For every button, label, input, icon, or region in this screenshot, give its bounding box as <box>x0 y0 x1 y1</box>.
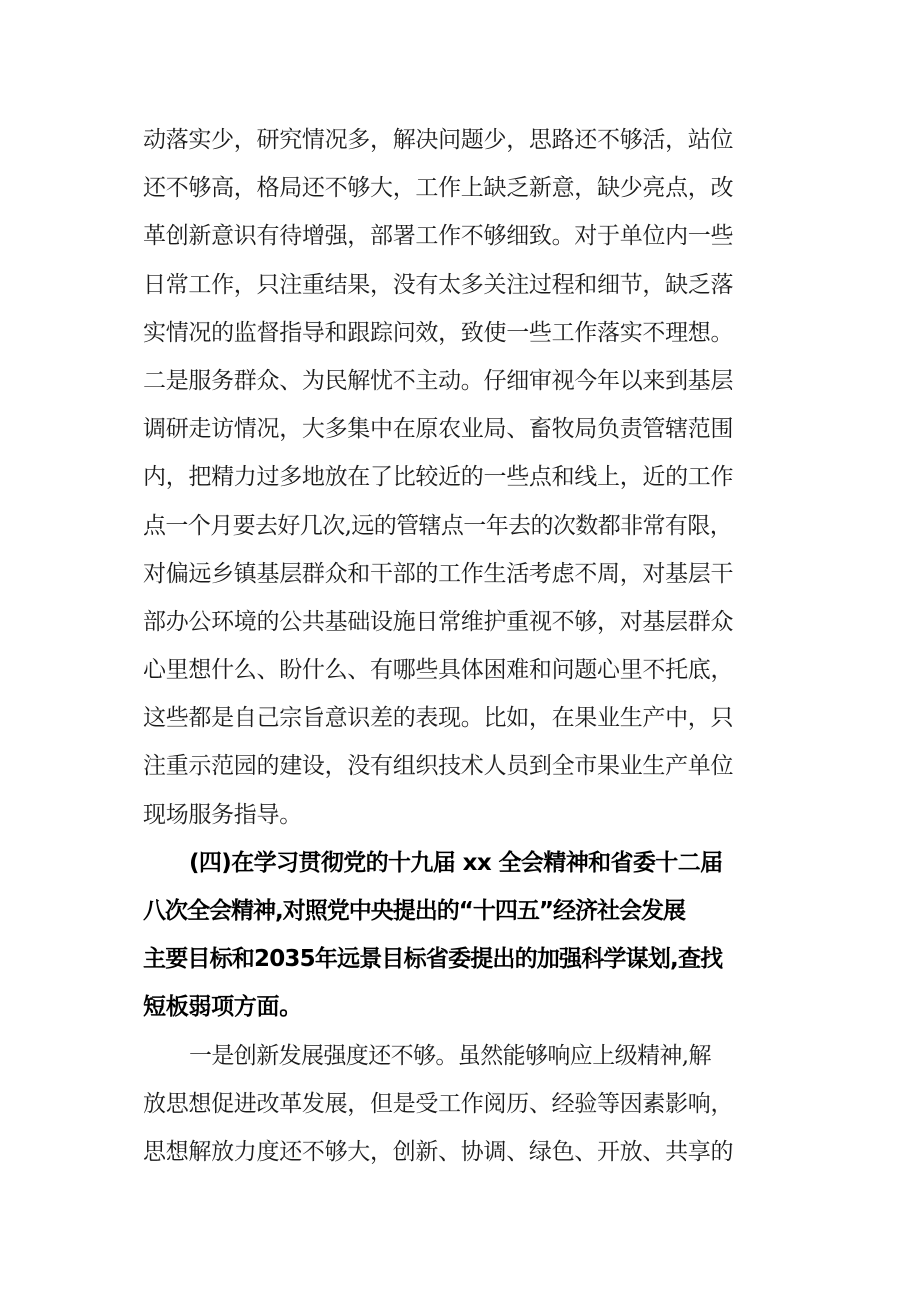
text-line: 内，把精力过多地放在了比较近的一些点和线上，近的工作 <box>143 464 734 491</box>
text-line: 点一个月要去好几次,远的管辖点一年去的次数都非常有限， <box>143 512 733 539</box>
section-heading <box>143 839 803 1032</box>
text-line: 一是创新发展强度还不够。虽然能够响应上级精神,解 <box>189 1042 711 1069</box>
text-line: 动落实少，研究情况多，解决问题少，思路还不够活，站位 <box>143 127 734 153</box>
continued-paragraph <box>143 116 803 839</box>
text-line: 注重示范园的建设，没有组织技术人员到全市果业生产单位 <box>143 753 734 780</box>
text-line: 心里想什么、盼什么、有哪些具体困难和问题心里不托底， <box>143 657 734 684</box>
heading-line: 主要目标和2035年远景目标省委提出的加强科学谋划,查找 <box>143 946 723 973</box>
text-line: 还不够高，格局还不够大，工作上缺乏新意，缺少亮点，改 <box>143 175 734 202</box>
text-line: 实情况的监督指导和跟踪问效，致使一些工作落实不理想。 <box>143 319 734 346</box>
text-line: 这些都是自己宗旨意识差的表现。比如，在果业生产中，只 <box>143 705 734 732</box>
heading-line: 短板弱项方面。 <box>143 994 302 1021</box>
text-line: 调研走访情况，大多集中在原农业局、畜牧局负责管辖范围 <box>143 416 734 443</box>
heading-line: 八次全会精神,对照党中央提出的“十四五”经济社会发展 <box>143 898 685 924</box>
text-line: 部办公环境的公共基础设施日常维护重视不够，对基层群众 <box>143 608 734 635</box>
document-body <box>143 116 803 1176</box>
new-paragraph <box>143 1032 803 1177</box>
text-line: 现场服务指导。 <box>143 801 302 828</box>
text-line: 二是服务群众、为民解忧不主动。仔细审视今年以来到基层 <box>143 367 734 394</box>
text-line: 革创新意识有待增强，部署工作不够细致。对于单位内一些 <box>143 223 734 250</box>
text-line: 思想解放力度还不够大，创新、协调、绿色、开放、共享的 <box>143 1138 734 1165</box>
text-line: 日常工作，只注重结果，没有太多关注过程和细节，缺乏落 <box>143 271 734 298</box>
heading-line: (四)在学习贯彻党的十九届 xx 全会精神和省委十二届 <box>189 849 723 876</box>
text-line: 放思想促进改革发展，但是受工作阅历、经验等因素影响， <box>143 1090 734 1117</box>
text-line: 对偏远乡镇基层群众和干部的工作生活考虑不周，对基层干 <box>143 560 734 587</box>
